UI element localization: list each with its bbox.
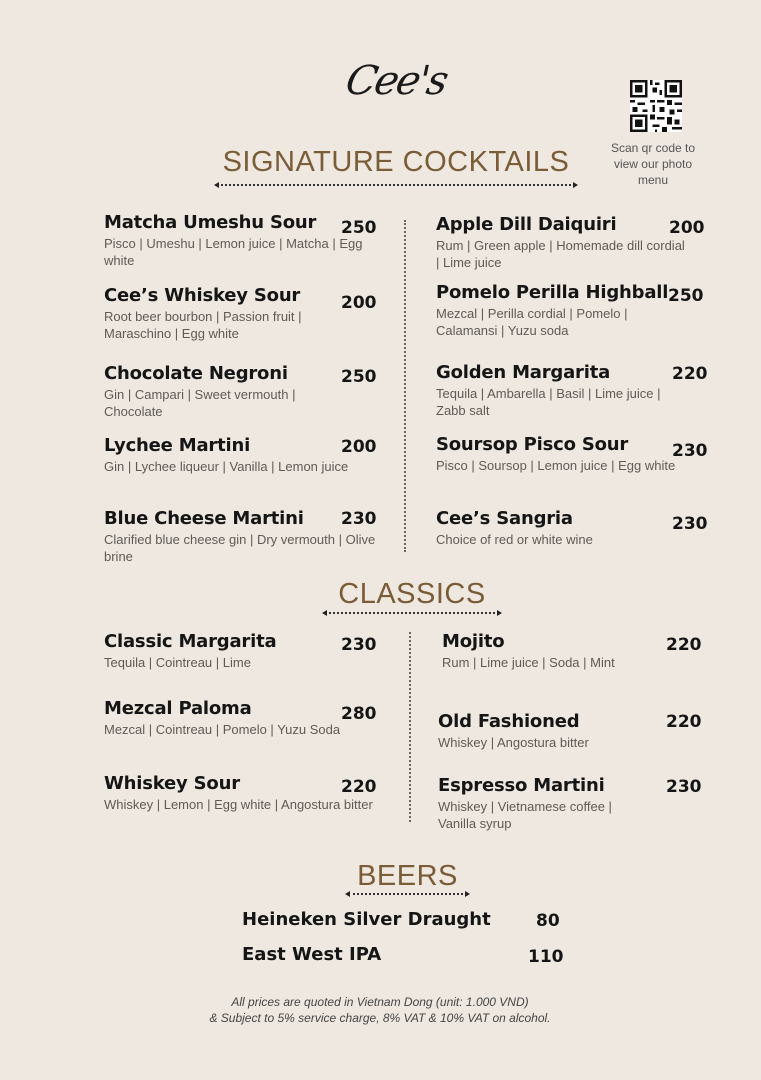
- menu-item: [104, 363, 344, 420]
- item-desc: Tequila | Cointreau | Lime: [104, 655, 251, 670]
- menu-item: [436, 434, 676, 474]
- menu-item: [104, 435, 354, 475]
- item-desc: Gin | Lychee liqueur | Vanilla | Lemon juice: [104, 459, 349, 474]
- item-desc: Root beer bourbon | Passion fruit | Maraschino | Egg white: [104, 309, 302, 341]
- item-desc: Mezcal | Cointreau | Pomelo | Yuzu Soda: [104, 722, 341, 737]
- item-name: Mojito: [442, 631, 505, 652]
- column-divider: [404, 220, 406, 552]
- item-desc: Rum | Green apple | Homemade dill cordial | Lime juice: [436, 238, 685, 270]
- item-price: 220: [672, 364, 708, 384]
- item-desc: Tequila | Ambarella | Basil | Lime juice | Zabb salt: [436, 386, 661, 418]
- beer-price: 110: [528, 947, 564, 967]
- menu-item: [104, 631, 354, 671]
- item-name: Matcha Umeshu Sour: [104, 212, 317, 233]
- menu-item: [104, 212, 374, 269]
- item-name: Apple Dill Daiquiri: [436, 214, 617, 235]
- menu-item: [104, 698, 349, 738]
- item-desc: Whiskey | Angostura bitter: [438, 735, 589, 750]
- item-price: 250: [341, 367, 377, 387]
- section-divider: [217, 184, 575, 186]
- menu-item: [436, 282, 676, 339]
- menu-item: [436, 214, 686, 271]
- menu-item: [438, 775, 653, 832]
- price-note-line: All prices are quoted in Vietnam Dong (unit: 1.000 VND): [231, 995, 529, 1009]
- menu-item: [438, 711, 658, 751]
- item-name: Classic Margarita: [104, 631, 277, 652]
- item-price: 280: [341, 704, 377, 724]
- item-price: 230: [666, 777, 702, 797]
- item-price: 250: [341, 218, 377, 238]
- item-desc: Whiskey | Lemon | Egg white | Angostura bitter: [104, 797, 373, 812]
- menu-item: [104, 285, 344, 342]
- item-price: 220: [666, 635, 702, 655]
- item-price: 230: [341, 509, 377, 529]
- item-price: 220: [341, 777, 377, 797]
- item-desc: Whiskey | Vietnamese coffee | Vanilla syrup: [438, 799, 612, 831]
- item-desc: Rum | Lime juice | Soda | Mint: [442, 655, 615, 670]
- item-desc: Pisco | Soursop | Lemon juice | Egg white: [436, 458, 676, 473]
- item-name: Lychee Martini: [104, 435, 251, 456]
- price-note: [180, 994, 580, 1026]
- item-price: 230: [341, 635, 377, 655]
- item-price: 220: [666, 712, 702, 732]
- item-price: 200: [341, 293, 377, 313]
- menu-item: [436, 508, 676, 548]
- item-desc: Gin | Campari | Sweet vermouth | Chocolate: [104, 387, 296, 419]
- menu-item: [436, 362, 666, 419]
- section-title-classics: CLASSICS: [338, 578, 486, 610]
- section-divider: [325, 612, 499, 614]
- beer-name: Heineken Silver Draught: [242, 909, 491, 930]
- menu-item: [442, 631, 662, 671]
- item-name: Blue Cheese Martini: [104, 508, 304, 529]
- item-desc: Clarified blue cheese gin | Dry vermouth | Olive brine: [104, 532, 376, 564]
- item-price: 230: [672, 514, 708, 534]
- item-price: 200: [669, 218, 705, 238]
- item-desc: Choice of red or white wine: [436, 532, 593, 547]
- column-divider: [409, 632, 411, 822]
- item-price: 230: [672, 441, 708, 461]
- item-name: Cee’s Sangria: [436, 508, 573, 529]
- section-title-beers: BEERS: [357, 860, 458, 892]
- item-name: Whiskey Sour: [104, 773, 240, 794]
- qr-code-icon[interactable]: [630, 80, 682, 132]
- beer-price: 80: [536, 911, 560, 931]
- section-title-signature: SIGNATURE COCKTAILS: [222, 146, 570, 178]
- item-price: 250: [668, 286, 704, 306]
- item-name: Pomelo Perilla Highball: [436, 282, 669, 303]
- item-name: Cee’s Whiskey Sour: [104, 285, 301, 306]
- section-divider: [348, 893, 467, 895]
- item-name: Golden Margarita: [436, 362, 611, 383]
- item-name: Chocolate Negroni: [104, 363, 288, 384]
- qr-caption: Scan qr code to view our photo menu: [610, 141, 696, 187]
- item-name: Soursop Pisco Sour: [436, 434, 629, 455]
- item-desc: Pisco | Umeshu | Lemon juice | Matcha | Egg white: [104, 236, 363, 268]
- item-name: Mezcal Paloma: [104, 698, 252, 719]
- item-name: Espresso Martini: [438, 775, 605, 796]
- item-price: 200: [341, 437, 377, 457]
- beer-name: East West IPA: [242, 944, 382, 965]
- item-desc: Mezcal | Perilla cordial | Pomelo | Calamansi | Yuzu soda: [436, 306, 628, 338]
- price-note-line: & Subject to 5% service charge, 8% VAT & 10% VAT on alcohol.: [209, 1011, 551, 1025]
- brand-logo: Cee's: [341, 58, 451, 104]
- item-name: Old Fashioned: [438, 711, 580, 732]
